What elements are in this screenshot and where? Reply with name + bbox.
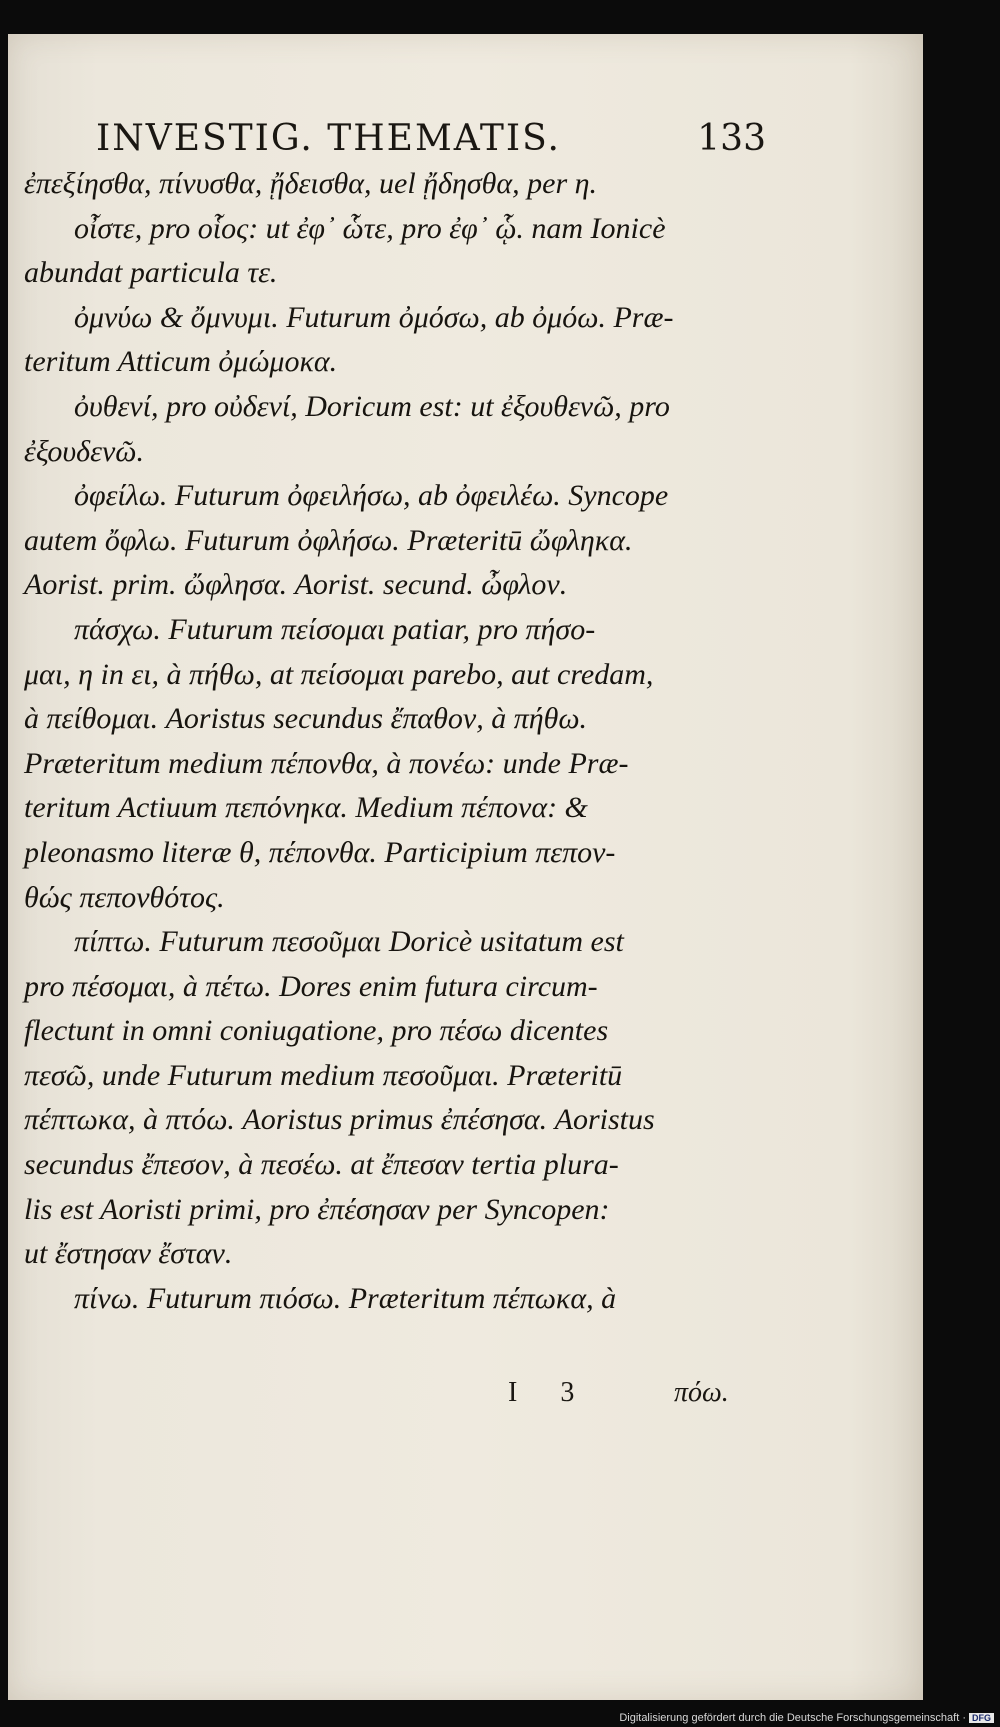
text-line: ut ἔστησαν ἔσταν.: [24, 1237, 233, 1271]
dfg-logo: DFG: [969, 1713, 994, 1723]
page-number: 133: [697, 118, 766, 159]
text-line: teritum Atticum ὀμώμοκα.: [24, 345, 338, 379]
running-title: INVESTIG. THEMATIS.: [96, 118, 561, 159]
text-line: πέπτωκα, à πτόω. Aoristus primus ἐπέσησα. Aoristus: [24, 1103, 655, 1137]
text-line: Aorist. prim. ὤφλησα. Aorist. secund. ὦφλον.: [24, 568, 568, 602]
text-line: autem ὄφλω. Futurum ὀφλήσω. Præteritū ὤφληκα.: [24, 523, 633, 557]
text-line: ὀφείλω. Futurum ὀφειλήσω, ab ὀφειλέω. Syncope: [74, 479, 669, 513]
body-text: [24, 162, 769, 1321]
text-line: pro πέσομαι, à πέτω. Dores enim futura circum-: [24, 969, 598, 1003]
catchword: πόω.: [674, 1377, 729, 1408]
text-line: μαι, η in ει, à πήθω, at πείσομαι parebo, aut credam,: [24, 657, 654, 691]
text-line: πίνω. Futurum πιόσω. Præteritum πέπωκα, à: [74, 1281, 617, 1315]
digitization-credit: [619, 1712, 994, 1724]
book-page: [8, 34, 923, 1700]
text-line: secundus ἔπεσον, à πεσέω. at ἔπεσαν tertia plura-: [24, 1148, 619, 1182]
running-header: [96, 118, 766, 159]
text-line: flectunt in omni coniugatione, pro πέσω dicentes: [24, 1014, 609, 1048]
text-line: teritum Actiuum πεπόνηκα. Medium πέπονα: &: [24, 791, 588, 825]
text-line: ὀμνύω & ὄμνυμι. Futurum ὀμόσω, ab ὀμόω. Præ-: [74, 300, 674, 334]
text-line: pleonasmo literæ θ, πέπονθα. Participium πεπον-: [24, 835, 616, 869]
text-line: Præteritum medium πέπονθα, à πονέω: unde Præ-: [24, 746, 629, 780]
text-line: lis est Aoristi primi, pro ἐπέσησαν per Syncopen:: [24, 1192, 610, 1226]
text-line: πίπτω. Futurum πεσοῦμαι Doricè usitatum est: [74, 925, 624, 959]
text-line: ἐπεξίησθα, πίνυσθα, ᾔδεισθα, uel ᾔδησθα, per η.: [24, 167, 598, 200]
text-line: ἐξουδενῶ.: [24, 434, 144, 468]
text-line: οἶστε, pro οἷος: ut ἐφ᾽ ὧτε, pro ἐφ᾽ ᾧ. nam Ionicè: [74, 211, 666, 245]
signature-mark: I 3: [508, 1377, 593, 1408]
text-line: à πείθομαι. Aoristus secundus ἔπαθον, à πήθω.: [24, 702, 588, 736]
text-line: πάσχω. Futurum πείσομαι patiar, pro πήσο-: [74, 612, 596, 646]
credit-text: Digitalisierung gefördert durch die Deutsche Forschungsgemeinschaft ·: [619, 1712, 966, 1724]
text-line: ὀυθενί, pro οὐδενί, Doricum est: ut ἐξουθενῶ, pro: [74, 389, 670, 423]
text-line: θώς πεπονθότος.: [24, 880, 225, 914]
text-line: πεσῶ, unde Futurum medium πεσοῦμαι. Præteritū: [24, 1058, 623, 1092]
text-line: abundat particula τε.: [24, 256, 278, 290]
